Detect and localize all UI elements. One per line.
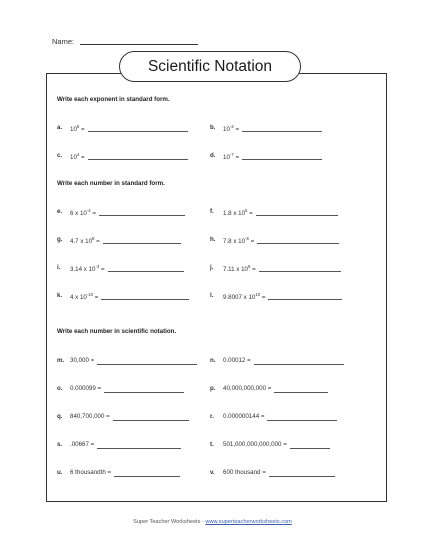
answer-line[interactable] <box>103 243 181 244</box>
equals-sign: = <box>79 154 85 161</box>
expression-base: 0.000000144 = <box>223 413 265 420</box>
expression-base: 0.00012 = <box>223 357 251 364</box>
problem-expression <box>70 385 101 392</box>
answer-line[interactable] <box>242 159 322 160</box>
problem-label: c. <box>57 152 63 159</box>
problem-label: d. <box>210 152 216 159</box>
problem-label: t. <box>210 441 214 448</box>
equals-sign: = <box>90 210 97 217</box>
exponent: 8 <box>92 236 95 241</box>
expression-base: 7.8 x 10 <box>223 238 246 245</box>
problem-label: g. <box>57 236 63 243</box>
problem-expression <box>223 236 254 245</box>
expression-base: 9.8007 x 10 <box>223 294 256 301</box>
exponent: -7 <box>229 152 234 157</box>
exponent: 10 <box>255 292 261 297</box>
answer-line[interactable] <box>113 420 189 421</box>
exponent: -10 <box>86 292 94 297</box>
problem-expression <box>70 208 96 217</box>
answer-line[interactable] <box>256 215 338 216</box>
answer-line[interactable] <box>259 271 341 272</box>
problem-expression <box>223 124 239 133</box>
problem-expression <box>223 292 265 301</box>
problem-expression <box>70 357 94 364</box>
problem-expression <box>70 152 85 161</box>
section-instruction: Write each exponent in standard form. <box>57 96 170 103</box>
problem-expression <box>70 469 111 476</box>
problem-label: i. <box>57 264 61 271</box>
equals-sign: = <box>79 126 85 133</box>
expression-base: 6 x 10 <box>70 210 87 217</box>
equals-sign: = <box>94 238 100 245</box>
name-answer-line[interactable] <box>80 44 198 45</box>
answer-line[interactable] <box>101 299 189 300</box>
equals-sign: = <box>247 210 253 217</box>
exponent: -3 <box>95 264 100 269</box>
answer-line[interactable] <box>269 476 335 477</box>
equals-sign: = <box>233 154 240 161</box>
equals-sign: = <box>248 238 255 245</box>
problem-label: l. <box>210 292 214 299</box>
answer-line[interactable] <box>242 131 322 132</box>
problem-label: n. <box>210 357 216 364</box>
answer-line[interactable] <box>268 299 342 300</box>
equals-sign: = <box>99 266 105 273</box>
answer-line[interactable] <box>88 131 188 132</box>
problem-expression <box>223 264 256 273</box>
footer-link[interactable]: www.superteacherworksheets.com <box>205 519 292 525</box>
equals-sign: = <box>93 294 99 301</box>
section-instruction: Write each number in standard form. <box>57 180 165 187</box>
name-label: Name: <box>52 37 75 46</box>
problem-label: p. <box>210 385 216 392</box>
expression-base: 3.14 x 10 <box>70 266 96 273</box>
problem-label: k. <box>57 292 63 299</box>
expression-base: 6 thousandth = <box>70 469 112 476</box>
exponent: -2 <box>229 124 234 129</box>
expression-base: 40,000,000,000 = <box>223 385 272 392</box>
problem-expression <box>70 413 110 420</box>
problem-label: m. <box>57 357 65 364</box>
answer-line[interactable] <box>97 448 181 449</box>
equals-sign: = <box>250 266 256 273</box>
answer-line[interactable] <box>99 215 185 216</box>
problem-expression <box>70 236 100 245</box>
expression-base: 1.8 x 10 <box>223 210 246 217</box>
problem-expression <box>70 441 94 448</box>
exponent: 9 <box>248 264 251 269</box>
expression-base: 10 <box>223 126 230 133</box>
expression-base: 10 <box>70 154 77 161</box>
expression-base: 0.000099 = <box>70 385 102 392</box>
exponent: 5 <box>245 208 248 213</box>
problem-label: h. <box>210 236 216 243</box>
problem-label: v. <box>210 469 215 476</box>
problem-label: e. <box>57 208 63 215</box>
answer-line[interactable] <box>274 392 328 393</box>
problem-expression <box>70 264 105 273</box>
problem-expression <box>223 413 264 420</box>
problem-label: r. <box>210 413 214 420</box>
footer <box>0 519 425 525</box>
expression-base: 4 x 10 <box>70 294 87 301</box>
problem-expression <box>70 292 98 301</box>
expression-base: 4.7 x 10 <box>70 238 93 245</box>
problem-expression <box>223 357 251 364</box>
problem-expression <box>223 152 239 161</box>
problem-label: o. <box>57 385 63 392</box>
problem-label: b. <box>210 124 216 131</box>
expression-base: 10 <box>223 154 230 161</box>
section-instruction: Write each number in scientific notation. <box>57 328 177 335</box>
answer-line[interactable] <box>104 392 184 393</box>
exponent: 5 <box>76 124 80 129</box>
problem-expression <box>70 124 85 133</box>
problem-expression <box>223 441 287 448</box>
equals-sign: = <box>260 294 266 301</box>
footer-brand: Super Teacher Worksheets <box>133 519 201 525</box>
answer-line[interactable] <box>97 364 197 365</box>
worksheet-frame <box>46 73 387 502</box>
problem-label: f. <box>210 208 214 215</box>
footer-separator: - <box>201 519 204 525</box>
expression-base: 501,000,000,000,000 = <box>223 441 287 448</box>
worksheet-title: Scientific Notation <box>119 51 301 82</box>
answer-line[interactable] <box>88 159 188 160</box>
exponent: -5 <box>245 236 249 241</box>
problem-expression <box>223 208 253 217</box>
answer-line[interactable] <box>257 243 339 244</box>
problem-label: j. <box>210 264 214 271</box>
problem-label: a. <box>57 124 63 131</box>
expression-base: .00667 = <box>70 441 95 448</box>
problem-expression <box>223 385 271 392</box>
answer-line[interactable] <box>108 271 184 272</box>
equals-sign: = <box>233 126 240 133</box>
answer-line[interactable] <box>254 364 344 365</box>
problem-expression <box>223 469 266 476</box>
answer-line[interactable] <box>267 420 337 421</box>
problem-label: s. <box>57 441 63 448</box>
exponent: -4 <box>86 208 91 213</box>
answer-line[interactable] <box>114 476 180 477</box>
expression-base: 30,000 = <box>70 357 95 364</box>
expression-base: 10 <box>70 126 77 133</box>
expression-base: 7.11 x 10 <box>223 266 248 273</box>
problem-label: u. <box>57 469 63 476</box>
problem-label: q. <box>57 413 63 420</box>
answer-line[interactable] <box>290 448 330 449</box>
expression-base: 600 thousand = <box>223 469 266 476</box>
exponent: 4 <box>76 152 80 157</box>
expression-base: 840,700,000 = <box>70 413 110 420</box>
